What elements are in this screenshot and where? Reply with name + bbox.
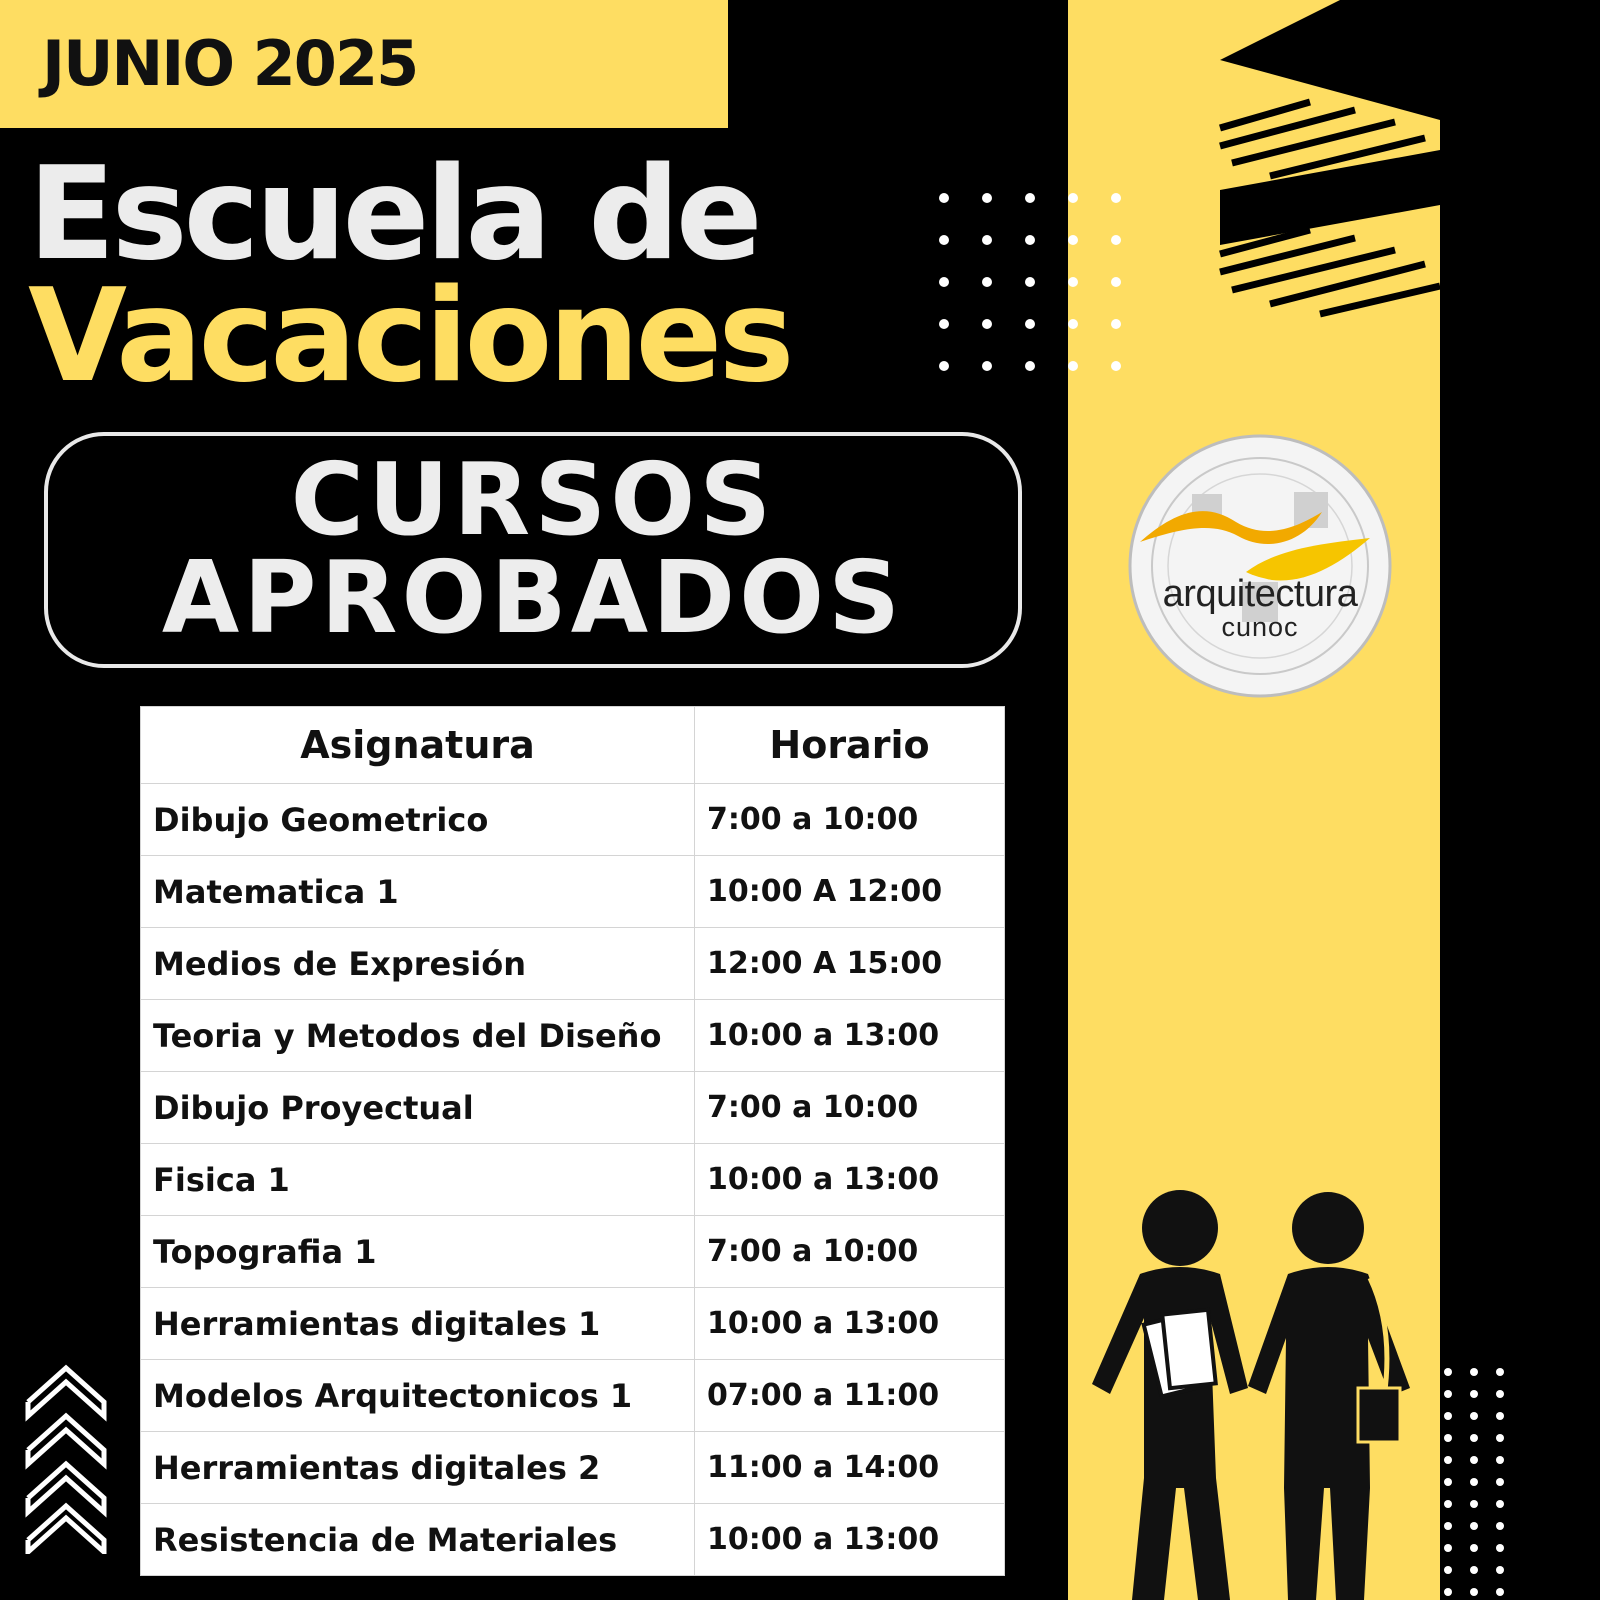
subject-cell: Topografia 1 [141,1216,695,1288]
dot [1111,277,1121,287]
table-row [141,1000,1005,1072]
subject-cell: Herramientas digitales 2 [141,1432,695,1504]
dot [939,235,949,245]
dot [1470,1588,1478,1596]
dot [1470,1500,1478,1508]
dot [982,235,992,245]
subtitle-line-1: CURSOS [290,441,776,558]
dot [1470,1522,1478,1530]
table-row [141,928,1005,1000]
subject-column-header: Asignatura [141,707,695,784]
subject-cell: Teoria y Metodos del Diseño [141,1000,695,1072]
subject-cell: Matematica 1 [141,856,695,928]
subject-cell: Herramientas digitales 1 [141,1288,695,1360]
dot [939,277,949,287]
table-row [141,1360,1005,1432]
subject-cell: Dibujo Proyectual [141,1072,695,1144]
dot [1068,277,1078,287]
schedule-cell: 11:00 a 14:00 [695,1432,1005,1504]
schedule-cell: 10:00 a 13:00 [695,1000,1005,1072]
dot [1496,1566,1504,1574]
subtitle-box [44,432,1022,668]
schedule-column-header: Horario [695,707,1005,784]
dot [1496,1522,1504,1530]
logo-main-text: arquitectura [1162,573,1358,615]
dot [1068,319,1078,329]
page-title-line-2: Vacaciones [28,262,791,411]
table-row [141,1504,1005,1576]
schedule-cell: 7:00 a 10:00 [695,784,1005,856]
dot [1111,193,1121,203]
dot [1025,319,1035,329]
schedule-cell: 10:00 a 13:00 [695,1144,1005,1216]
dot [1470,1390,1478,1398]
date-label: JUNIO 2025 [42,27,418,100]
dot [1496,1478,1504,1486]
students-icon [1080,1188,1446,1600]
dot [1111,235,1121,245]
dot [1470,1544,1478,1552]
dot [982,319,992,329]
table-row [141,1144,1005,1216]
dot [1470,1456,1478,1464]
dot [1470,1412,1478,1420]
schedule-cell: 10:00 A 12:00 [695,856,1005,928]
page-title-line-1: Escuela de [28,140,759,289]
dot [982,277,992,287]
subtitle-line-2: APROBADOS [161,539,905,656]
dot [1025,193,1035,203]
dot [1470,1566,1478,1574]
dot [1111,361,1121,371]
dot [939,193,949,203]
subject-cell: Fisica 1 [141,1144,695,1216]
dot [1496,1412,1504,1420]
table-row [141,1432,1005,1504]
dot [1111,319,1121,329]
dot [1496,1544,1504,1552]
dot [1496,1368,1504,1376]
subject-cell: Resistencia de Materiales [141,1504,695,1576]
dot [1470,1434,1478,1442]
dot [1496,1390,1504,1398]
courses-table [140,706,1005,1576]
schedule-cell: 7:00 a 10:00 [695,1072,1005,1144]
dot [1025,277,1035,287]
subject-cell: Medios de Expresión [141,928,695,1000]
dot [1068,361,1078,371]
diagonal-stripes-icon [1200,0,1440,340]
dot [1496,1456,1504,1464]
subject-cell: Modelos Arquitectonicos 1 [141,1360,695,1432]
dot [1025,235,1035,245]
university-seal-icon [1126,432,1394,700]
table-row [141,856,1005,928]
dot [1496,1434,1504,1442]
logo-sub-text: cunoc [1221,612,1299,642]
schedule-cell: 10:00 a 13:00 [695,1504,1005,1576]
dot [1496,1500,1504,1508]
table-row [141,784,1005,856]
dot [1068,235,1078,245]
dot [1470,1368,1478,1376]
chevron-up-stack-icon [24,1360,108,1554]
table-row [141,1216,1005,1288]
table-row [141,1288,1005,1360]
dot [939,361,949,371]
dot [982,193,992,203]
subject-cell: Dibujo Geometrico [141,784,695,856]
dot [939,319,949,329]
schedule-cell: 12:00 A 15:00 [695,928,1005,1000]
date-banner [0,0,728,128]
schedule-cell: 7:00 a 10:00 [695,1216,1005,1288]
dot-grid-icon [1440,1364,1520,1600]
dot [1496,1588,1504,1596]
dot [1025,361,1035,371]
table-header-row [141,707,1005,784]
schedule-cell: 10:00 a 13:00 [695,1288,1005,1360]
table-row [141,1072,1005,1144]
dot-grid-icon [930,186,1130,376]
dot [982,361,992,371]
dot [1068,193,1078,203]
dot [1470,1478,1478,1486]
logo-wordmark [1126,574,1394,640]
schedule-cell: 07:00 a 11:00 [695,1360,1005,1432]
